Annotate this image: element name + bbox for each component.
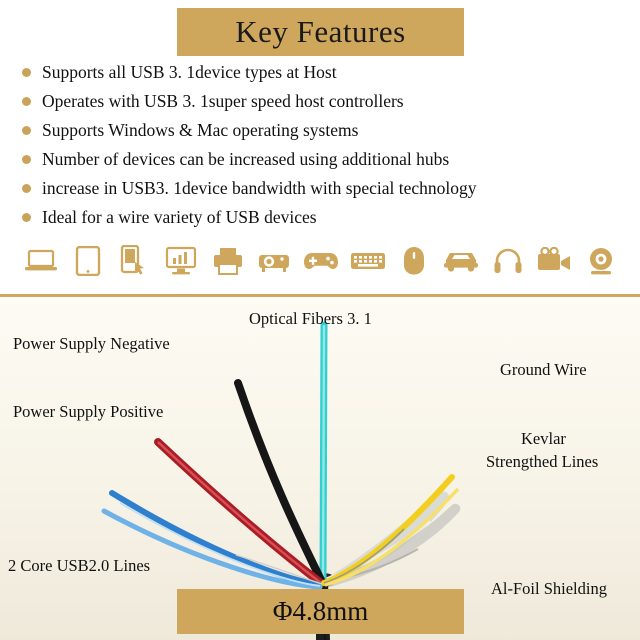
keyboard-icon (349, 240, 387, 282)
printer-icon (209, 240, 247, 282)
page-title: Key Features (235, 14, 406, 49)
label-al-foil-shielding: Al-Foil Shielding (491, 579, 607, 598)
feature-text: increase in USB3. 1device bandwidth with special technology (42, 178, 477, 198)
laptop-icon (22, 240, 60, 282)
mouse-icon (395, 240, 433, 282)
feature-text: Supports Windows & Mac operating systems (42, 120, 359, 140)
projector-icon (255, 240, 293, 282)
cable-diameter-label: Φ4.8mm (272, 596, 369, 626)
smartphone-touch-icon (115, 240, 153, 282)
car-icon (442, 240, 480, 282)
size-banner (177, 589, 464, 634)
device-icon-strip (22, 238, 620, 284)
list-item (22, 60, 622, 85)
label-power-supply-negative: Power Supply Negative (13, 334, 170, 353)
webcam-icon (582, 240, 620, 282)
feature-text: Supports all USB 3. 1device types at Host (42, 62, 337, 82)
label-two-core-usb: 2 Core USB2.0 Lines (8, 556, 151, 575)
label-optical-fibers: Optical Fibers 3. 1 (249, 309, 372, 328)
feature-list (22, 60, 622, 234)
bullet-icon (22, 213, 31, 222)
label-kevlar-line2: Strengthed Lines (486, 452, 599, 471)
bullet-icon (22, 68, 31, 77)
label-kevlar-line1: Kevlar (521, 429, 566, 448)
feature-text: Operates with USB 3. 1super speed host controllers (42, 91, 404, 111)
title-banner (177, 8, 464, 56)
list-item (22, 205, 622, 230)
monitor-chart-icon (162, 240, 200, 282)
bullet-icon (22, 184, 31, 193)
feature-text: Number of devices can be increased using additional hubs (42, 149, 450, 169)
label-ground-wire: Ground Wire (500, 360, 587, 379)
list-item (22, 147, 622, 172)
video-camera-icon (535, 240, 573, 282)
bullet-icon (22, 155, 31, 164)
list-item (22, 118, 622, 143)
bullet-icon (22, 126, 31, 135)
list-item (22, 89, 622, 114)
label-power-supply-positive: Power Supply Positive (13, 402, 164, 421)
tablet-icon (69, 240, 107, 282)
bullet-icon (22, 97, 31, 106)
feature-text: Ideal for a wire variety of USB devices (42, 207, 317, 227)
list-item (22, 176, 622, 201)
gamepad-icon (302, 240, 340, 282)
headset-icon (489, 240, 527, 282)
